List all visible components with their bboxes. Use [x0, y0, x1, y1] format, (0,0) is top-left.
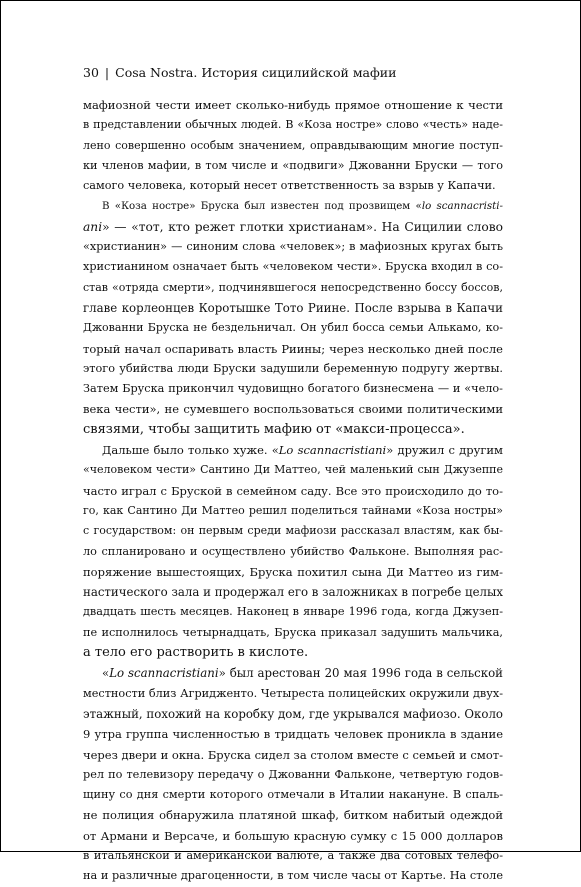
text-line: [83, 805, 503, 825]
text-segment: местности близ Агридженто. Четыреста полицейских окружили двух-: [83, 686, 503, 700]
text-segment: рел по телевизору передачу о Джованни Фальконе, четвертую годов-: [83, 767, 503, 781]
text-segment: мафиозной чести имеет сколько-нибудь прямое отношение к чести: [83, 98, 503, 112]
text-segment: торый начал оспаривать власть Риины; через несколько дней после: [83, 341, 503, 356]
text-segment: лено совершенно особым значением, оправдывающим многие поступ-: [83, 138, 503, 152]
text-segment: этого убийства люди Бруски задушили беременную подругу жертвы.: [83, 361, 503, 375]
text-segment: настического зала и продержал его в заложниках в погребе целых: [83, 585, 503, 600]
text-segment: » был арестован 20 мая 1996 года в сельской: [218, 666, 503, 681]
text-line: [83, 602, 503, 622]
text-segment: Джованни Бруска не бездельничал. Он убил босса семьи Алькамо, ко-: [83, 321, 503, 335]
text-line: [83, 237, 503, 257]
text-segment: двадцать шесть месяцев. Наконец в январе 1996 года, когда Джузеп-: [83, 605, 503, 619]
italic-text-segment: lo scannacristi-: [421, 200, 503, 213]
text-segment: В «Коза ностре» Бруска был известен под прозвищем «: [102, 200, 422, 213]
text-segment: «человеком чести» Сантино Ди Маттео, чей маленький сын Джузеппе: [83, 463, 503, 477]
text-segment: Затем Бруска прикончил чудовищно богатого бизнесмена — и «чело-: [83, 382, 503, 396]
text-line: [83, 785, 503, 805]
text-segment: этажный, похожий на коробку дом, где укрывался мафиозо. Около: [83, 706, 503, 721]
text-segment: христианином означает быть «человеком чести». Бруска входил в со-: [83, 260, 503, 274]
text-segment: не полиция обнаружила платяной шкаф, битком набитый одеждой: [83, 808, 503, 823]
text-line: [83, 379, 503, 399]
text-segment: в представлении обычных людей. В «Коза ностре» слово «честь» наде-: [83, 118, 503, 132]
text-line: [83, 501, 503, 521]
text-segment: го, как Сантино Ди Маттео решил поделиться тайнами «Коза ностры»: [83, 503, 503, 517]
text-segment: ки членов мафии, в том числе и «подвиги» Джованни Бруски — того: [83, 158, 503, 172]
text-line: [83, 663, 503, 683]
text-segment: 9 утра группа численностью в тридцать человек проникла в здание: [83, 727, 503, 742]
text-segment: щину со дня смерти которого отмечали в Италии накануне. В спаль-: [83, 788, 503, 802]
text-segment: пе исполнилось четырнадцать, Бруска приказал задушить мальчика,: [83, 625, 503, 639]
text-segment: через двери и окна. Бруска сидел за столом вместе с семьей и смот-: [83, 747, 503, 762]
text-segment: «христианин» — синоним слова «человек»; в мафиозных кругах быть: [83, 240, 503, 254]
text-segment: связями, чтобы защитить мафию от «макси-процесса».: [83, 421, 465, 437]
text-line: [83, 440, 503, 460]
italic-text-segment: Lo scannacristiani: [278, 443, 387, 458]
text-line: [83, 196, 503, 216]
text-line: [83, 257, 503, 277]
text-line: [83, 826, 503, 846]
text-line: [83, 623, 503, 643]
text-line: [83, 136, 503, 156]
text-line: [83, 745, 503, 765]
text-line: [83, 643, 503, 663]
text-segment: Дальше было только хуже. «: [102, 443, 279, 458]
text-segment: с государством: он первым среди мафиози рассказал властям, как бы-: [83, 524, 503, 538]
text-line: [83, 866, 503, 886]
text-line: [83, 176, 503, 196]
text-line: [83, 724, 503, 744]
text-line: [83, 765, 503, 785]
text-line: [83, 420, 503, 440]
text-line: [83, 582, 503, 602]
text-line: [83, 846, 503, 866]
body-text: [83, 95, 503, 887]
italic-text-segment: ani: [83, 219, 103, 234]
text-line: [83, 115, 503, 135]
text-line: [83, 156, 503, 176]
text-segment: » — «тот, кто режет глотки христианам». На Сицилии слово: [102, 219, 503, 234]
text-line: [83, 481, 503, 501]
text-segment: став «отряда смерти», подчинявшегося непосредственно боссу боссов,: [83, 280, 503, 294]
text-segment: от Армани и Версаче, и большую красную сумку с 15 000 долларов: [83, 828, 503, 843]
text-segment: в итальянской и американской валюте, а также два сотовых телефо-: [83, 848, 503, 862]
text-line: [83, 460, 503, 480]
italic-text-segment: Lo scannacristiani: [109, 666, 219, 681]
text-segment: а тело его растворить в кислоте.: [83, 645, 309, 661]
text-segment: поряжение вышестоящих, Бруска похитил сына Ди Маттео из гим-: [83, 564, 503, 579]
text-line: [83, 298, 503, 318]
text-segment: главе корлеонцев Коротышке Тото Риине. После взрыва в Капачи: [83, 300, 503, 315]
header-separator: |: [104, 65, 110, 80]
text-line: [83, 399, 503, 419]
text-line: [83, 318, 503, 338]
text-segment: ло спланировано и осуществлено убийство Фальконе. Выполняя рас-: [83, 544, 503, 558]
text-segment: самого человека, который несет ответственность за взрыв у Капачи.: [83, 179, 496, 193]
text-line: [83, 359, 503, 379]
text-line: [83, 542, 503, 562]
text-segment: «: [102, 666, 110, 681]
text-line: [83, 95, 503, 115]
text-segment: века чести», не сумевшего воспользоваться своими политическими: [83, 402, 503, 417]
text-line: [83, 562, 503, 582]
text-line: [83, 704, 503, 724]
page-number: 30: [83, 65, 99, 80]
text-line: [83, 684, 503, 704]
text-line: [83, 339, 503, 359]
running-header: [83, 65, 396, 80]
text-segment: часто играл с Бруской в семейном саду. Все это происходило до то-: [83, 483, 503, 498]
running-title: Cosa Nostra. История сицилийской мафии: [115, 65, 397, 80]
text-segment: » дружил с другим: [386, 443, 503, 458]
text-segment: на и различные драгоценности, в том числе часы от Картье. На столе: [83, 869, 503, 883]
text-line: [83, 278, 503, 298]
text-line: [83, 217, 503, 237]
text-line: [83, 521, 503, 541]
